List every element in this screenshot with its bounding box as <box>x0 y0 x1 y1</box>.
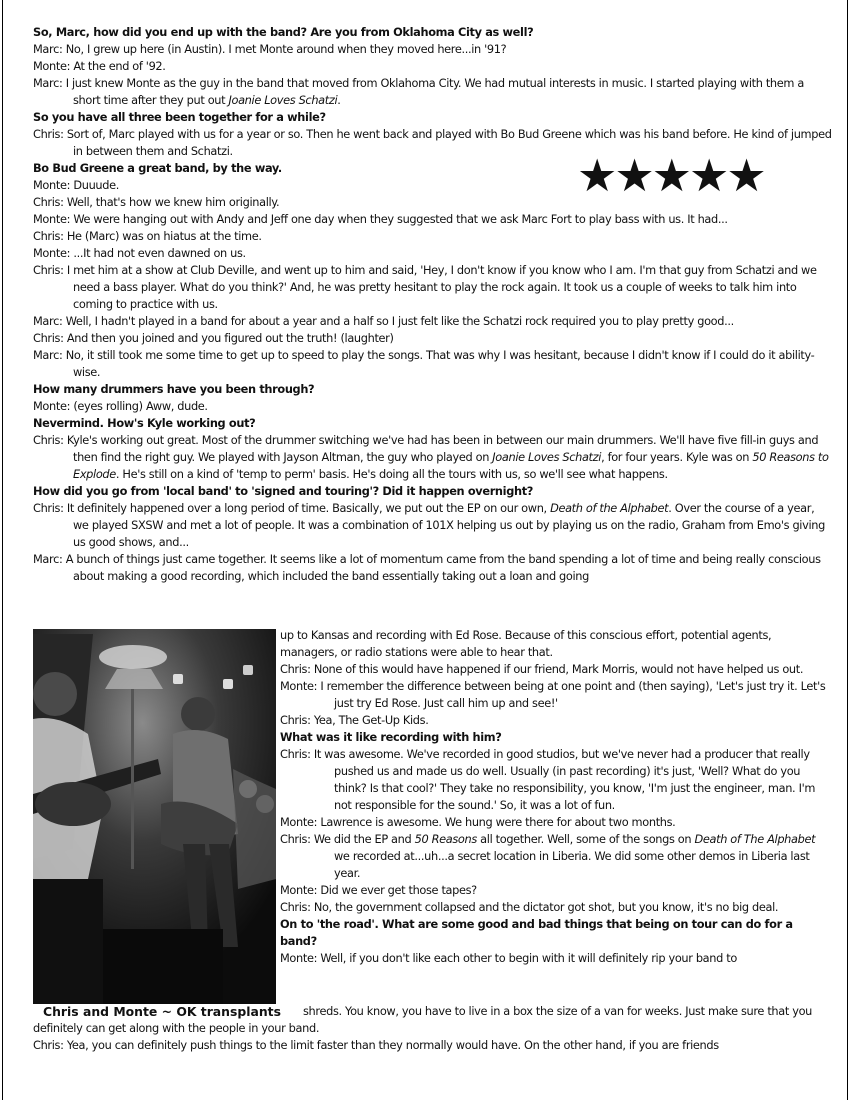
interview-answer <box>33 398 833 415</box>
speaker-name: Chris: <box>33 263 64 277</box>
speaker-name: Monte: <box>33 178 71 192</box>
answer-text: We did the EP and <box>313 832 415 846</box>
answer-text: Yea, you can definitely push things to the limit faster than they normally would have. On the other hand, if you are friends <box>66 1038 719 1052</box>
interview-answer <box>33 58 833 75</box>
answer-text: , for four years. Kyle was on <box>601 450 753 464</box>
answer-text: No, it still took me some time to get up to speed to play the songs. That was why I was hesitant, because I didn't know if I could do it ability-wise. <box>65 348 815 379</box>
italic-title: Death of the Alphabet <box>550 501 669 515</box>
answer-text: . <box>337 93 341 107</box>
answer-text: I just knew Monte as the guy in the band that moved from Oklahoma City. We had mutual interests in music. I started playing with them a short time after they put out <box>65 76 804 107</box>
answer-text: Well, I hadn't played in a band for about a year and a half so I just felt like the Schatzi rock required you to play pretty good... <box>65 314 734 328</box>
speaker-name: Monte: <box>280 951 318 965</box>
speaker-name: Monte: <box>33 59 71 73</box>
speaker-name: Monte: <box>280 883 318 897</box>
photo-caption: Chris and Monte ~ OK transplants <box>43 1004 281 1019</box>
interview-answer <box>280 882 830 899</box>
speaker-name: Marc: <box>33 314 63 328</box>
speaker-name: Chris: <box>280 662 311 676</box>
interview-answer <box>33 347 833 381</box>
interview-answer <box>33 500 833 551</box>
answer-text: It definitely happened over a long period of time. Basically, we put out the EP on our own, <box>66 501 551 515</box>
speaker-name: Chris: <box>280 832 311 846</box>
answer-text: ...It had not even dawned on us. <box>73 246 246 260</box>
speaker-name: Chris: <box>280 713 311 727</box>
interview-answer <box>33 75 833 109</box>
five-star-rating: ★★★★★ <box>577 149 764 202</box>
interview-answer <box>280 831 830 882</box>
italic-title: 50 Reasons to Explode <box>73 450 829 481</box>
interview-side-column <box>280 627 830 967</box>
answer-text: Kyle's working out great. Most of the drummer switching we've had has been in between our main drummers. We'll have five fill-in guys and then find the right guy. We played with Jayson Altman, the guy who played on <box>66 433 819 464</box>
interview-answer <box>33 245 833 262</box>
interview-answer <box>33 211 833 228</box>
interview-question: Nevermind. How's Kyle working out? <box>33 416 256 430</box>
interview-answer <box>33 41 833 58</box>
interview-answer <box>280 678 830 712</box>
answer-text: He (Marc) was on hiatus at the time. <box>66 229 262 243</box>
speaker-name: Monte: <box>33 246 71 260</box>
answer-text: No, I grew up here (in Austin). I met Monte around when they moved here...in '91? <box>65 42 507 56</box>
answer-text: all together. Well, some of the songs on <box>476 832 695 846</box>
answer-text: At the end of '92. <box>73 59 166 73</box>
speaker-name: Monte: <box>33 399 71 413</box>
answer-text: And then you joined and you figured out the truth! (laughter) <box>66 331 394 345</box>
speaker-name: Monte: <box>280 679 318 693</box>
italic-title: Joanie Loves Schatzi <box>492 450 602 464</box>
interview-question: On to 'the road'. What are some good and bad things that being on tour can do for a band? <box>280 917 793 948</box>
speaker-name: Marc: <box>33 348 63 362</box>
interview-answer <box>33 262 833 313</box>
speaker-name: Chris: <box>33 331 64 345</box>
interview-question: So you have all three been together for a while? <box>33 110 326 124</box>
interview-answer <box>33 330 833 347</box>
interview-answer <box>33 551 833 585</box>
interview-answer <box>33 313 833 330</box>
answer-text: A bunch of things just came together. It seems like a lot of momentum came from the band spending a lot of time and being really conscious about making a good recording, which included the band essentially taking out a loan and going <box>65 552 821 583</box>
italic-title: 50 Reasons <box>414 832 477 846</box>
speaker-name: Chris: <box>33 433 64 447</box>
interview-answer <box>33 1037 833 1054</box>
concert-photo-illustration <box>33 629 276 1004</box>
answer-text: We were hanging out with Andy and Jeff one day when they suggested that we ask Marc Fort to play bass with us. It had... <box>73 212 728 226</box>
answer-text: (eyes rolling) Aww, dude. <box>73 399 208 413</box>
answer-text: None of this would have happened if our friend, Mark Morris, would not have helped us out. <box>313 662 804 676</box>
speaker-name: Chris: <box>33 195 64 209</box>
interview-answer <box>33 1003 833 1037</box>
answer-text: we recorded at...uh...a secret location in Liberia. We did some other demos in Liberia last year. <box>334 849 810 880</box>
answer-text: . Over the course of a year, we played SXSW and met a lot of people. It was a combination of 101X helping us out by playing us on the radio, Graham from Emo's giving us good shows, and... <box>73 501 825 549</box>
left-page-rule <box>2 0 3 1100</box>
interview-answer <box>280 661 830 678</box>
speaker-name: Chris: <box>280 747 311 761</box>
speaker-name: Chris: <box>33 1038 64 1052</box>
interview-answer <box>280 712 830 729</box>
speaker-name: Marc: <box>33 76 63 90</box>
speaker-name: Monte: <box>33 212 71 226</box>
right-page-rule <box>847 0 848 1100</box>
answer-text: Well, if you don't like each other to begin with it will definitely rip your band to <box>320 951 737 965</box>
speaker-name: Chris: <box>280 900 311 914</box>
interview-question: So, Marc, how did you end up with the band? Are you from Oklahoma City as well? <box>33 25 534 39</box>
interview-question: How did you go from 'local band' to 'signed and touring'? Did it happen overnight? <box>33 484 533 498</box>
answer-text: Well, that's how we knew him originally. <box>66 195 280 209</box>
answer-text: Yea, The Get-Up Kids. <box>313 713 429 727</box>
interview-answer <box>280 627 830 661</box>
answer-text: . He's still on a kind of 'temp to perm' basis. He's doing all the tours with us, so we'll see what happens. <box>115 467 668 481</box>
interview-bottom-column <box>33 1003 833 1054</box>
interview-answer <box>280 814 830 831</box>
interview-question: How many drummers have you been through? <box>33 382 315 396</box>
speaker-name: Monte: <box>280 815 318 829</box>
interview-answer <box>280 899 830 916</box>
answer-text: I met him at a show at Club Deville, and went up to him and said, 'Hey, I don't know if you know who I am. I'm that guy from Schatzi and we need a bass player. What do you think?' And, he was pretty hesitant to play the rock again. It took us a couple of weeks to talk him into coming to practice with us. <box>66 263 817 311</box>
italic-title: Death of The Alphabet <box>694 832 816 846</box>
answer-text: Sort of, Marc played with us for a year or so. Then he went back and played with Bo Bud Greene which was his band before. He kind of jumped in between them and Schatzi. <box>66 127 832 158</box>
interview-answer <box>280 746 830 814</box>
answer-text: shreds. You know, you have to live in a box the size of a van for weeks. Just make sure that you definitely can get along with the people in your band. <box>33 1004 813 1035</box>
interview-answer <box>33 228 833 245</box>
interview-main-column <box>33 24 833 585</box>
interview-question: Bo Bud Greene a great band, by the way. <box>33 161 282 175</box>
answer-text: Did we ever get those tapes? <box>320 883 477 897</box>
italic-title: Joanie Loves Schatzi <box>228 93 338 107</box>
interview-question: What was it like recording with him? <box>280 730 502 744</box>
speaker-name: Chris: <box>33 229 64 243</box>
speaker-name: Chris: <box>33 501 64 515</box>
answer-text: It was awesome. We've recorded in good studios, but we've never had a producer that really pushed us and made us do well. Usually (in past recording) it's just, 'Well? What do you think? Is that cool?' They take no responsibility, you know, 'I'm just the engineer, man. I'm not responsible for the sound.' So, it was a lot of fun. <box>313 747 816 812</box>
answer-text: I remember the difference between being at one point and (then saying), 'Let's just try it. Let's just try Ed Rose. Just call him up and see!' <box>320 679 826 710</box>
interview-answer <box>33 432 833 483</box>
speaker-name: Marc: <box>33 42 63 56</box>
answer-text: up to Kansas and recording with Ed Rose. Because of this conscious effort, potential agents, managers, or radio stations were able to hear that. <box>280 628 772 659</box>
speaker-name: Chris: <box>33 127 64 141</box>
interview-answer <box>280 950 830 967</box>
answer-text: Lawrence is awesome. We hung were there for about two months. <box>320 815 676 829</box>
answer-text: No, the government collapsed and the dictator got shot, but you know, it's no big deal. <box>313 900 779 914</box>
band-live-photo <box>33 629 276 1004</box>
answer-text: Duuude. <box>73 178 119 192</box>
speaker-name: Marc: <box>33 552 63 566</box>
